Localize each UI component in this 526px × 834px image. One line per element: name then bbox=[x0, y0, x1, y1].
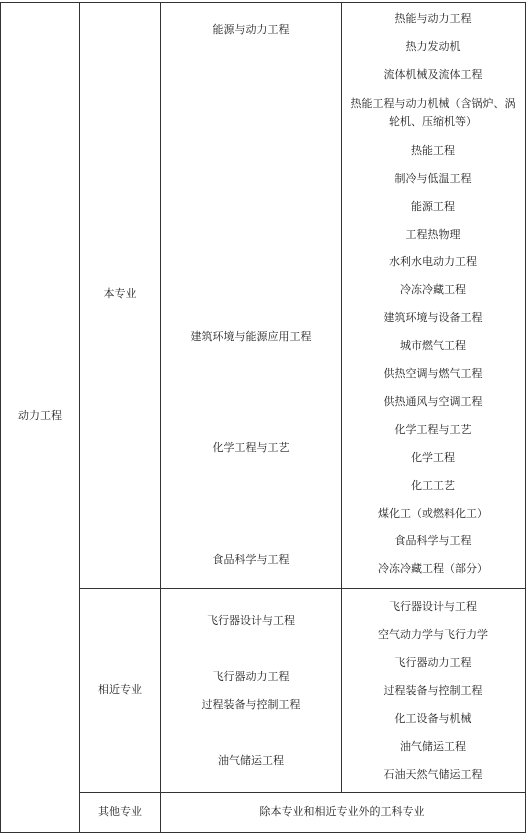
old-major-item: 供热通风与空调工程 bbox=[383, 395, 483, 408]
old-major-item: 化学工程 bbox=[411, 451, 455, 464]
old-major-item: 空气动力学与飞行力学 bbox=[378, 628, 488, 641]
major-cell: 食品科学与工程 bbox=[212, 553, 290, 566]
major-cell: 飞行器设计与工程 bbox=[207, 614, 295, 627]
old-major-item: 热能工程与动力机械（含锅炉、涡轮机、压缩机等） bbox=[350, 97, 516, 128]
old-major-item: 水利水电动力工程 bbox=[389, 255, 477, 268]
major-cell: 飞行器动力工程 bbox=[212, 670, 290, 683]
major-cell: 化学工程与工艺 bbox=[212, 441, 290, 454]
old-major-item: 化工设备与机械 bbox=[394, 712, 472, 725]
old-major-item: 过程装备与控制工程 bbox=[383, 684, 483, 697]
major-cell: 建筑环境与能源应用工程 bbox=[190, 330, 312, 343]
major-cell: 过程装备与控制工程 bbox=[201, 698, 301, 711]
old-major-item: 化工工艺 bbox=[411, 479, 455, 492]
old-major-item: 城市燃气工程 bbox=[400, 339, 466, 352]
old-major-item: 热能工程 bbox=[411, 144, 455, 157]
old-major-item: 化学工程与工艺 bbox=[394, 423, 472, 436]
old-major-item: 建筑环境与设备工程 bbox=[383, 311, 483, 324]
old-major-item: 热力发动机 bbox=[405, 40, 461, 53]
column-divider-2 bbox=[160, 2, 161, 833]
old-major-item: 飞行器动力工程 bbox=[394, 656, 472, 669]
other-majors-cell: 除本专业和相近专业外的工科专业 bbox=[259, 805, 425, 818]
old-major-item: 供热空调与燃气工程 bbox=[383, 367, 483, 380]
section-own: 本专业 bbox=[103, 287, 137, 300]
section-other: 其他专业 bbox=[98, 805, 142, 818]
old-major-item: 工程热物理 bbox=[405, 228, 461, 241]
old-major-item: 冷冻冷藏工程 bbox=[400, 283, 466, 296]
divider-other bbox=[79, 792, 525, 793]
major-cell: 油气储运工程 bbox=[218, 754, 284, 767]
old-major-item: 油气储运工程 bbox=[400, 740, 466, 753]
section-related: 相近专业 bbox=[98, 683, 142, 696]
old-major-item: 飞行器设计与工程 bbox=[389, 600, 477, 613]
old-major-item: 制冷与低温工程 bbox=[394, 172, 472, 185]
old-major-item: 冷冻冷藏工程（部分） bbox=[378, 562, 488, 575]
old-major-item: 能源工程 bbox=[411, 200, 455, 213]
divider-related bbox=[79, 588, 525, 589]
old-major-item: 石油天然气储运工程 bbox=[383, 768, 483, 781]
old-major-item: 流体机械及流体工程 bbox=[383, 68, 483, 81]
old-major-item: 热能与动力工程 bbox=[394, 12, 472, 25]
old-major-item: 食品科学与工程 bbox=[394, 534, 472, 547]
major-cell: 能源与动力工程 bbox=[212, 23, 290, 36]
table-border-left bbox=[0, 2, 1, 833]
column-divider-3 bbox=[341, 2, 342, 793]
category-cell: 动力工程 bbox=[18, 409, 62, 422]
old-major-item: 煤化工（或燃料化工） bbox=[378, 507, 488, 520]
column-divider-1 bbox=[79, 2, 80, 833]
